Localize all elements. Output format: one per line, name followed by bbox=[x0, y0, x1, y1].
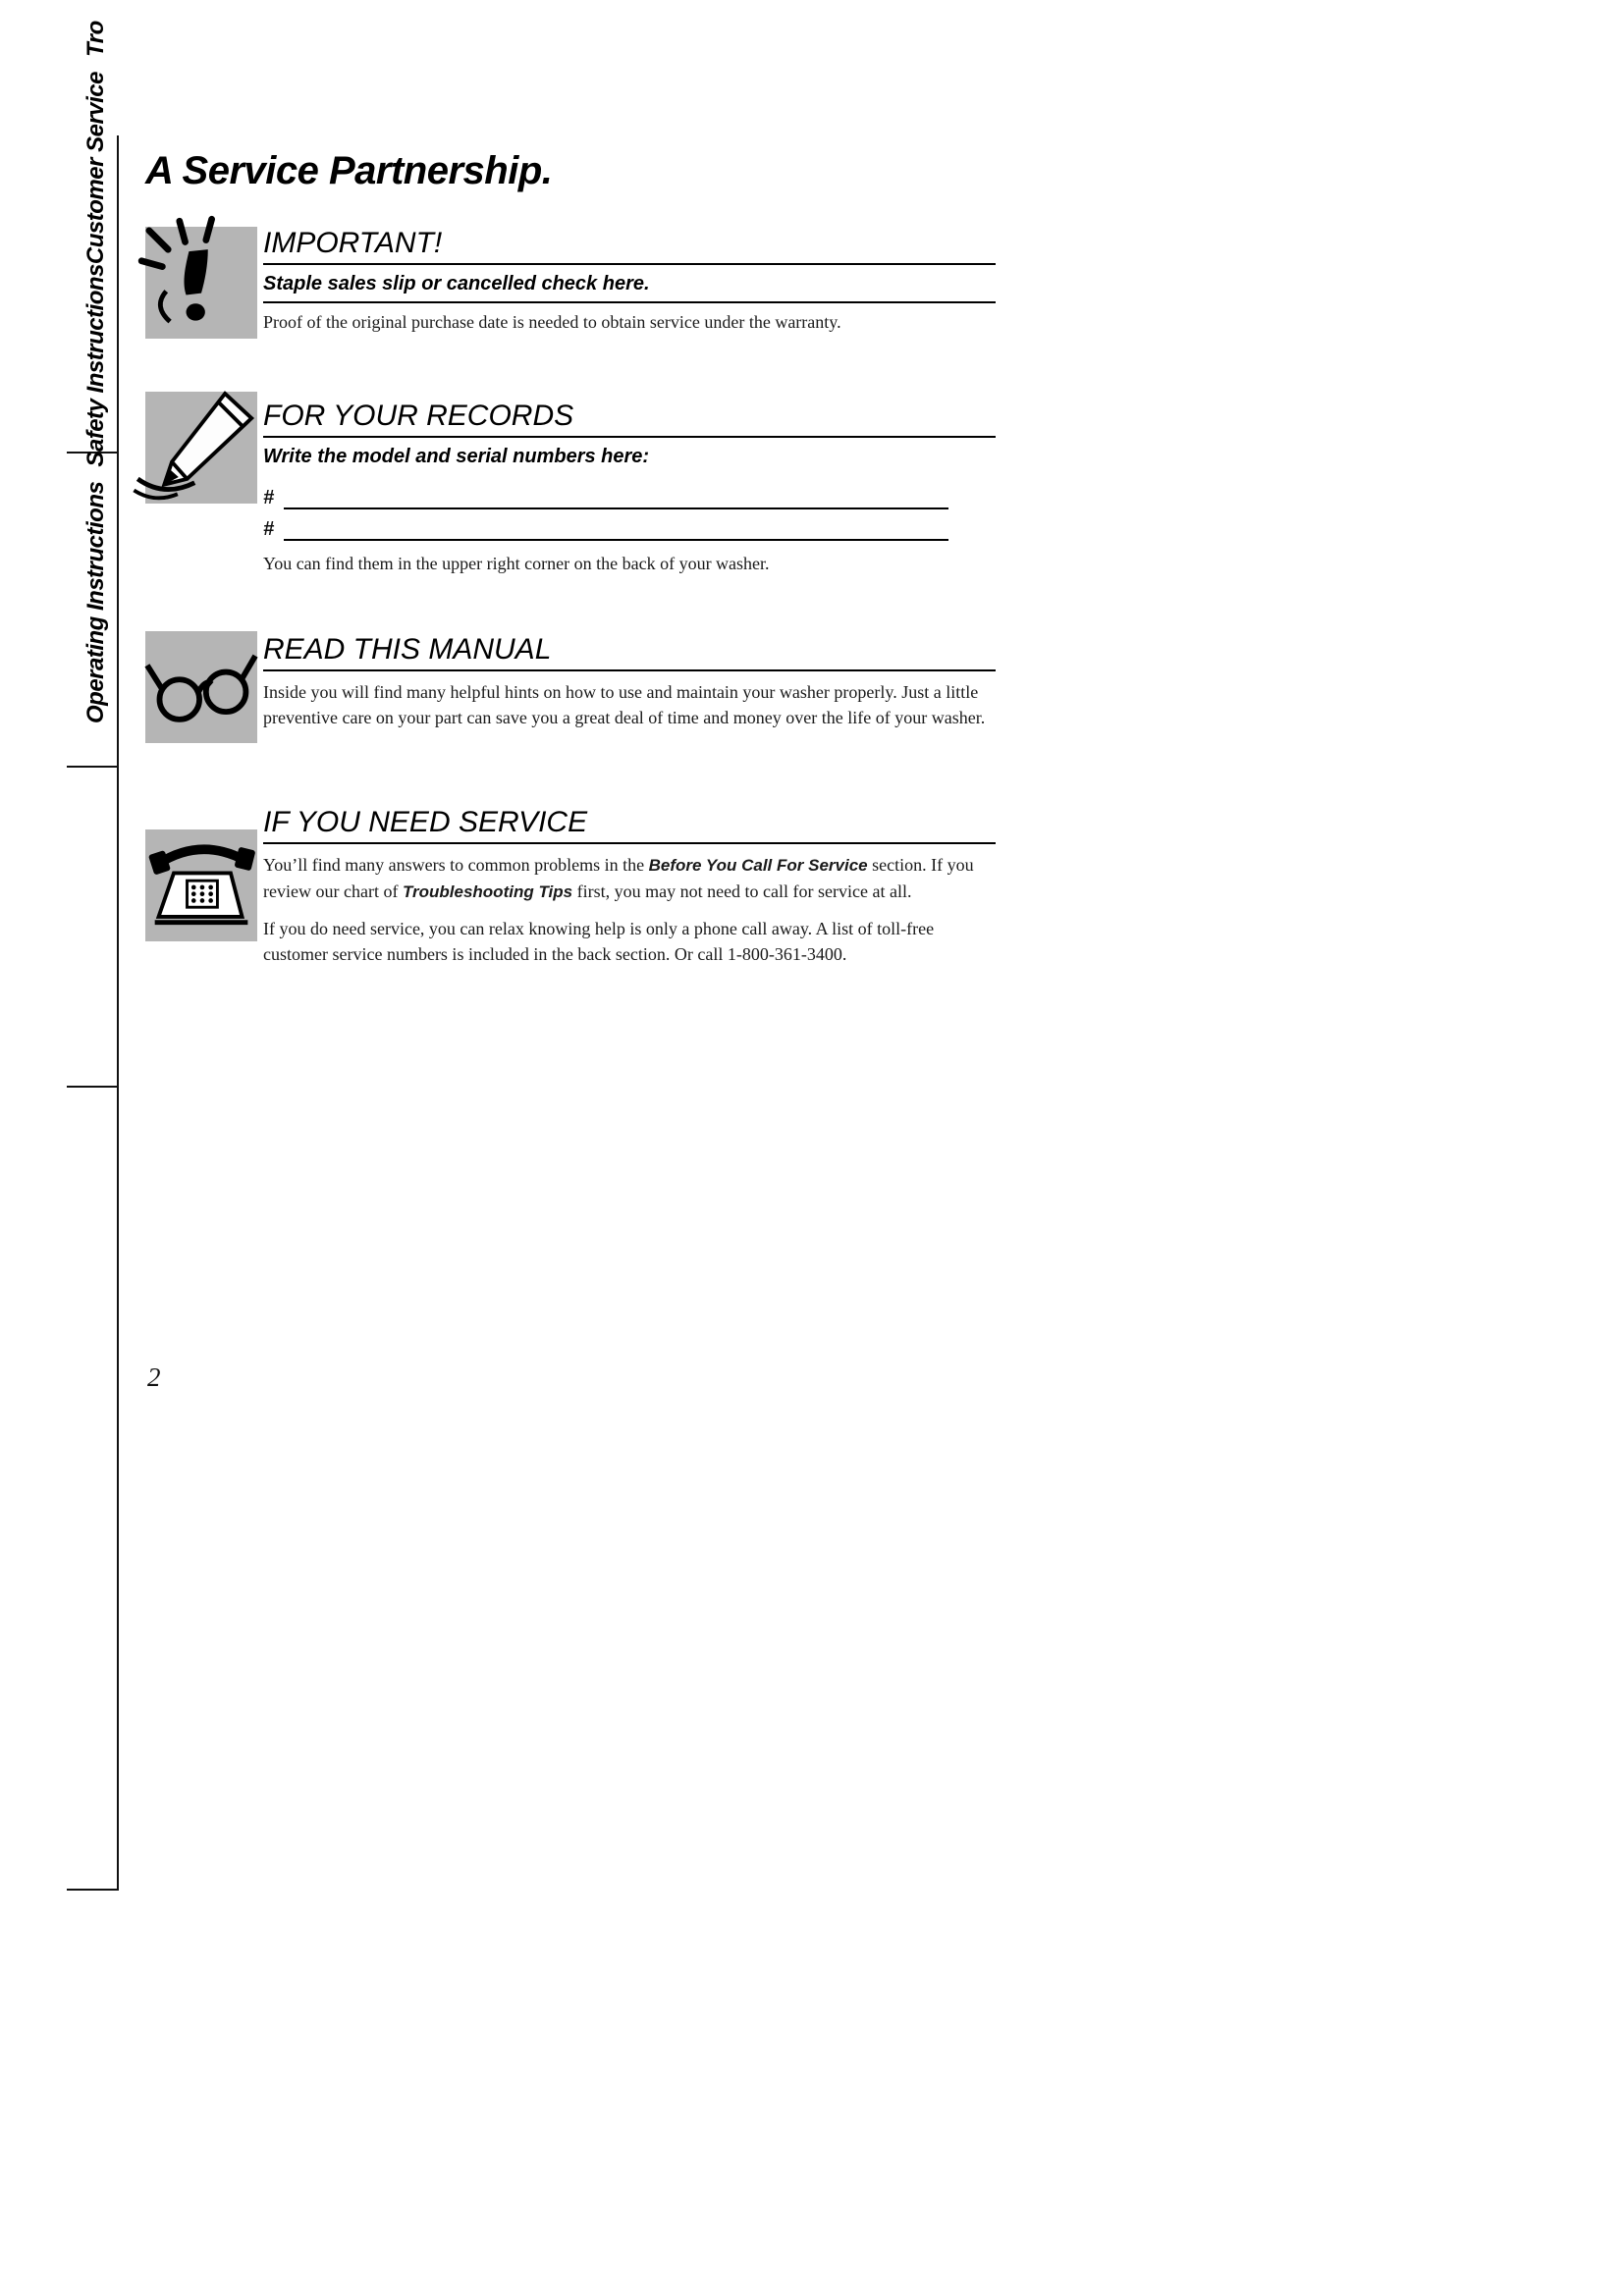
service-para-1-text: section. If you review our chart of bbox=[263, 855, 974, 901]
important-body: Proof of the original purchase date is needed to obtain service under the warranty. bbox=[263, 312, 841, 332]
section-important bbox=[145, 227, 996, 339]
serial-number-row bbox=[263, 511, 996, 541]
serial-number-blank-line bbox=[284, 517, 948, 541]
service-para-2: If you do need service, you can relax knowing help is only a phone call away. A list of toll-free customer service numbers is included in the back section. Or call 1-800-361-3400. bbox=[263, 919, 935, 965]
service-para-1-text: first, you may not need to call for service at all. bbox=[572, 881, 912, 901]
exclamation-burst-icon bbox=[145, 227, 257, 339]
sidebar-label-safety-instructions: Safety Instructions bbox=[82, 264, 109, 467]
troubleshooting-tips-reference: Troubleshooting Tips bbox=[402, 881, 573, 901]
sidebar-tick bbox=[67, 1889, 119, 1891]
service-para-1 bbox=[263, 852, 996, 904]
records-body: You can find them in the upper right corner on the back of your washer. bbox=[263, 554, 770, 573]
sidebar-label-customer-service: Customer Service bbox=[82, 72, 109, 265]
serial-number-prefix: # bbox=[263, 518, 275, 540]
service-para-1-text: You’ll find many answers to common problems in the bbox=[263, 855, 649, 876]
sidebar-label-operating-instructions: Operating Instructions bbox=[82, 481, 109, 723]
sidebar-tick bbox=[67, 1086, 119, 1088]
sidebar-tick bbox=[67, 766, 119, 768]
sidebar-label-troubleshooting: Tro bbox=[82, 21, 109, 57]
important-subhead: Staple sales slip or cancelled check here. bbox=[263, 273, 996, 303]
important-heading: IMPORTANT! bbox=[263, 227, 996, 265]
section-service bbox=[145, 806, 996, 967]
records-heading: FOR YOUR RECORDS bbox=[263, 400, 996, 438]
section-records bbox=[145, 400, 996, 576]
section-manual bbox=[145, 633, 996, 743]
pencil-icon bbox=[145, 392, 257, 504]
telephone-icon bbox=[145, 829, 257, 941]
manual-text bbox=[263, 633, 996, 730]
service-heading: IF YOU NEED SERVICE bbox=[263, 806, 996, 844]
eyeglasses-icon bbox=[145, 631, 257, 743]
page-number: 2 bbox=[147, 1362, 161, 1392]
records-text bbox=[263, 400, 996, 576]
important-text bbox=[263, 227, 996, 335]
page-title: A Service Partnership. bbox=[145, 149, 553, 192]
content-column bbox=[145, 149, 996, 968]
manual-heading: READ THIS MANUAL bbox=[263, 633, 996, 671]
before-you-call-reference: Before You Call For Service bbox=[648, 856, 868, 876]
sidebar-vertical-rule bbox=[117, 135, 119, 1891]
model-number-row bbox=[263, 480, 996, 509]
service-text bbox=[263, 806, 996, 967]
model-number-prefix: # bbox=[263, 487, 275, 508]
manual-body: Inside you will find many helpful hints on how to use and maintain your washer properly. Just a little preventive care on your part can save you a great deal of time and money over the life of your washer. bbox=[263, 682, 986, 728]
model-number-blank-line bbox=[284, 486, 948, 509]
records-subhead: Write the model and serial numbers here: bbox=[263, 446, 650, 467]
sidebar-section-labels bbox=[82, 21, 110, 723]
